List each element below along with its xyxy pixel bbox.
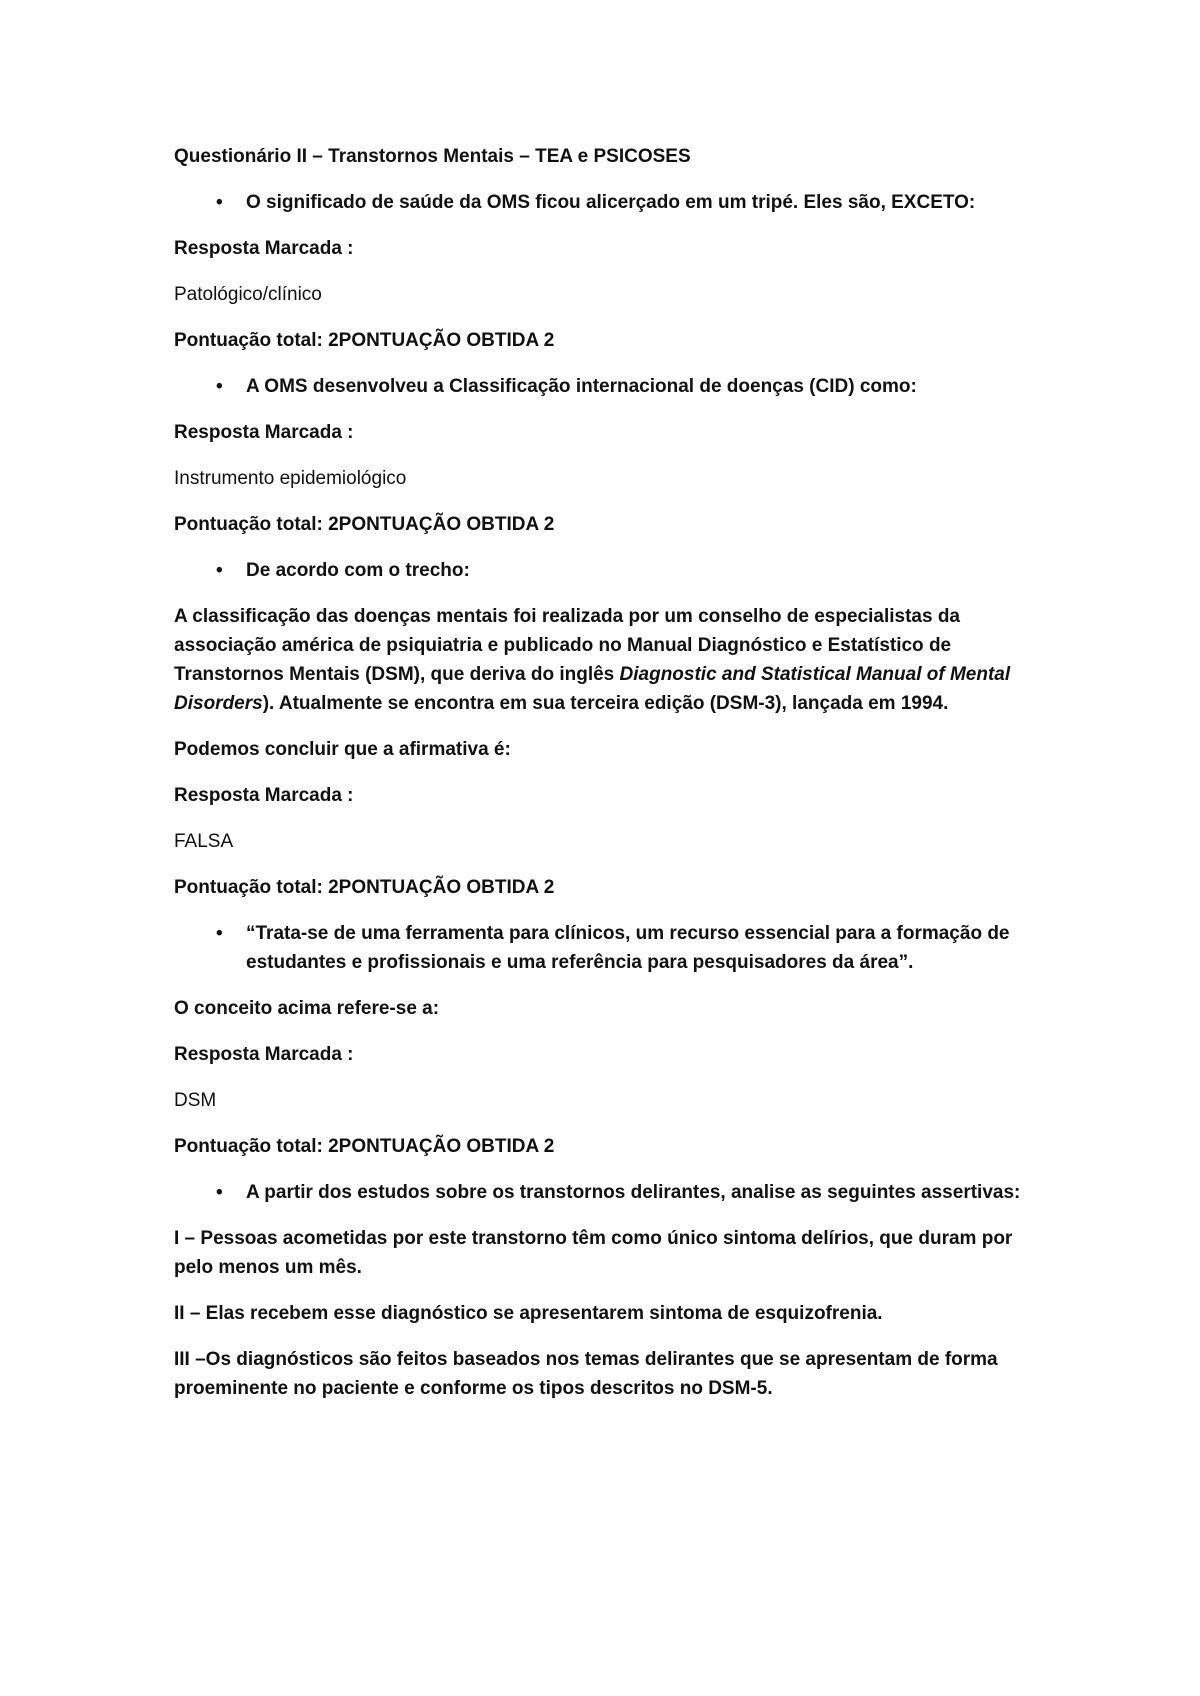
question-1	[174, 188, 1054, 217]
document-content	[174, 142, 1054, 1420]
question-4-text: “Trata-se de uma ferramenta para clínicos, um recurso essencial para a formação de estudantes e profissionais e uma referência para pesquisadores da área”.	[246, 923, 1010, 973]
question-5	[174, 1178, 1054, 1207]
question-3-text: De acordo com o trecho:	[246, 560, 470, 581]
assertion-2: II – Elas recebem esse diagnóstico se apresentarem sintoma de esquizofrenia.	[174, 1303, 883, 1324]
assertion-1: I – Pessoas acometidas por este transtorno têm como único sintoma delírios, que duram por pelo menos um mês.	[174, 1228, 1013, 1278]
question-4	[174, 919, 1054, 977]
passage-italic-title: Diagnostic and Statistical Manual of Mental Disorders	[174, 664, 1011, 714]
passage-text-1: A classificação das doenças mentais foi realizada por um conselho de especialistas da associação américa de psiquiatria e publicado no Manual Diagnóstico e Estatístico de Transtornos Mentais (DSM), que deriva do inglês	[174, 606, 960, 685]
answer-label-3: Resposta Marcada :	[174, 785, 354, 806]
score-2: Pontuação total: 2PONTUAÇÃO OBTIDA 2	[174, 514, 555, 535]
answer-3: FALSA	[174, 831, 234, 852]
question-4-prompt: O conceito acima refere-se a:	[174, 998, 440, 1019]
answer-label-1: Resposta Marcada :	[174, 238, 354, 259]
score-4: Pontuação total: 2PONTUAÇÃO OBTIDA 2	[174, 1136, 555, 1157]
question-3-passage	[174, 602, 1054, 718]
question-5-text: A partir dos estudos sobre os transtornos delirantes, analise as seguintes assertivas:	[246, 1182, 1021, 1203]
passage-text-2: ). Atualmente se encontra em sua terceira edição (DSM-3), lançada em 1994.	[262, 693, 949, 714]
document-title: Questionário II – Transtornos Mentais – TEA e PSICOSES	[174, 146, 691, 167]
answer-1: Patológico/clínico	[174, 284, 322, 305]
score-1: Pontuação total: 2PONTUAÇÃO OBTIDA 2	[174, 330, 555, 351]
bullet-icon: •	[216, 1182, 223, 1203]
question-2-text: A OMS desenvolveu a Classificação internacional de doenças (CID) como:	[246, 376, 917, 397]
question-3	[174, 556, 1054, 585]
bullet-icon: •	[216, 560, 223, 581]
bullet-icon: •	[216, 192, 223, 213]
question-3-prompt: Podemos concluir que a afirmativa é:	[174, 739, 511, 760]
answer-4: DSM	[174, 1090, 217, 1111]
question-2	[174, 372, 1054, 401]
question-1-text: O significado de saúde da OMS ficou alicerçado em um tripé. Eles são, EXCETO:	[246, 192, 976, 213]
bullet-icon: •	[216, 376, 223, 397]
answer-label-4: Resposta Marcada :	[174, 1044, 354, 1065]
score-3: Pontuação total: 2PONTUAÇÃO OBTIDA 2	[174, 877, 555, 898]
bullet-icon: •	[216, 923, 223, 944]
answer-2: Instrumento epidemiológico	[174, 468, 407, 489]
assertion-3: III –Os diagnósticos são feitos baseados nos temas delirantes que se apresentam de forma proeminente no paciente e conforme os tipos descritos no DSM-5.	[174, 1349, 998, 1399]
answer-label-2: Resposta Marcada :	[174, 422, 354, 443]
